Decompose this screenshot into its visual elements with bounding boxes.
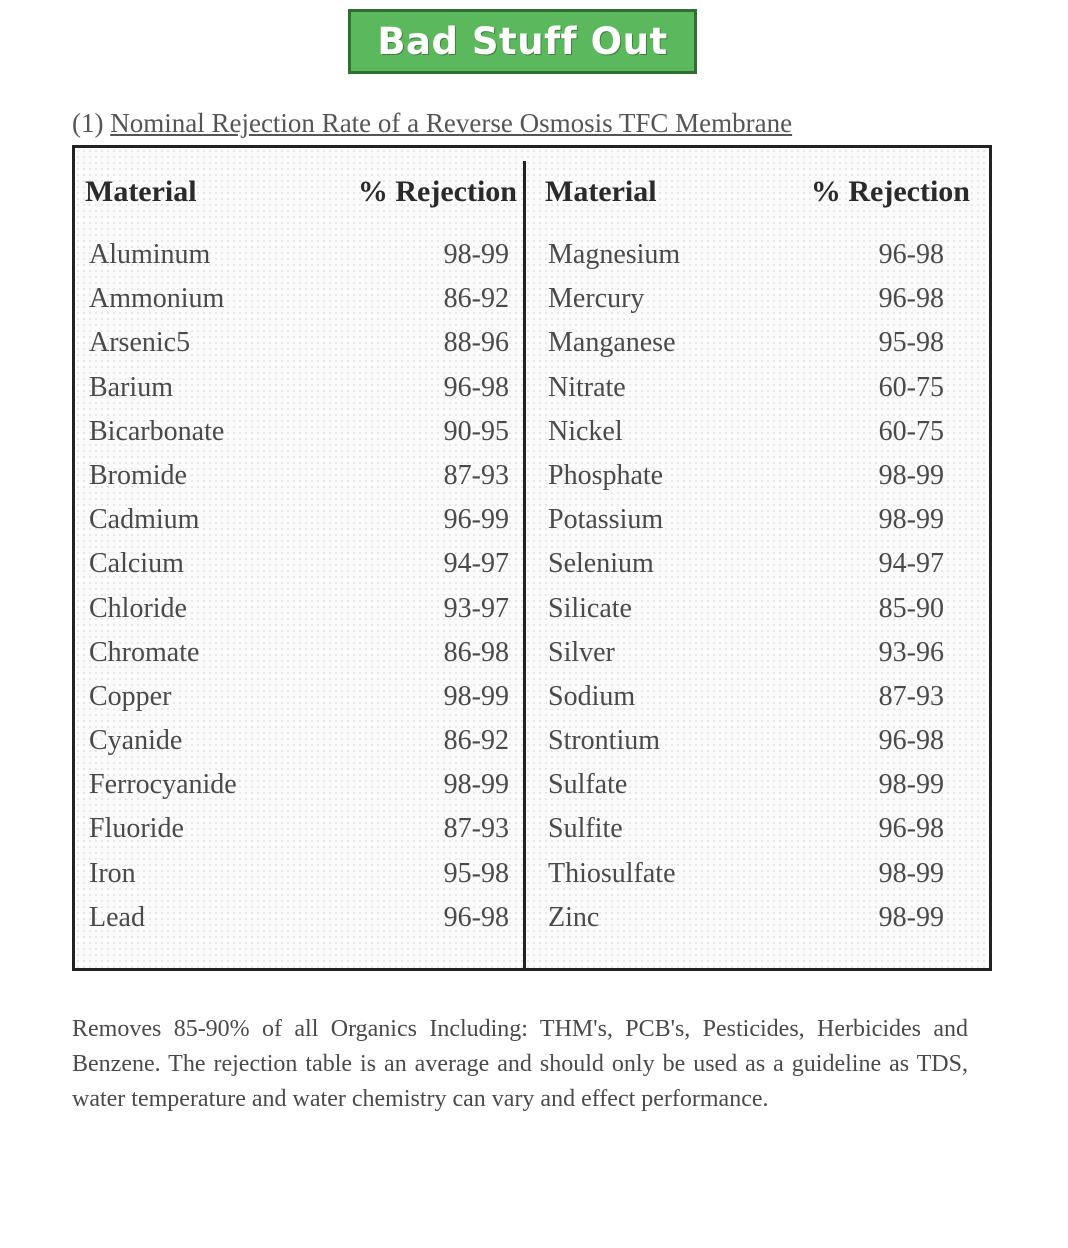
rejection-value: 93-96 (878, 636, 944, 668)
rejection-value: 87-93 (443, 813, 509, 845)
table-row (85, 239, 517, 283)
table-row (545, 239, 970, 283)
rejection-value: 60-75 (878, 371, 944, 403)
material-name: Aluminum (89, 239, 211, 270)
table-row (85, 858, 517, 902)
material-name: Nitrate (548, 371, 626, 403)
table-row (85, 725, 517, 769)
material-name: Phosphate (548, 459, 664, 491)
table-caption (72, 108, 972, 139)
material-name: Cadmium (89, 504, 200, 536)
rejection-value: 94-97 (878, 548, 944, 580)
material-name: Strontium (548, 725, 661, 757)
rejection-value: 98-99 (878, 769, 944, 801)
material-name: Selenium (548, 548, 654, 580)
material-name: Bromide (89, 459, 187, 491)
rejection-value: 98-99 (878, 459, 944, 491)
table-row (85, 813, 517, 857)
material-name: Calcium (89, 548, 184, 580)
rejection-value: 87-93 (443, 459, 509, 491)
rejection-value: 96-98 (443, 371, 509, 403)
header-material: Material (85, 175, 197, 208)
material-name: Silicate (548, 592, 632, 624)
title-banner (348, 9, 697, 74)
table-row (85, 504, 517, 548)
table-row (85, 593, 517, 637)
rejection-value: 86-92 (443, 283, 509, 315)
rejection-value: 98-99 (443, 680, 509, 712)
table-row (545, 637, 970, 681)
rejection-value: 96-98 (878, 239, 944, 270)
table-row (85, 372, 517, 416)
rejection-value: 96-98 (878, 283, 944, 315)
rejection-value: 95-98 (878, 327, 944, 359)
rejection-value: 86-92 (443, 725, 509, 757)
table-row (545, 283, 970, 327)
table-row (85, 681, 517, 725)
material-name: Ammonium (89, 283, 225, 315)
table-row (545, 416, 970, 460)
rejection-value: 88-96 (443, 327, 509, 359)
header-rejection: % Rejection (357, 175, 517, 208)
column-divider (523, 161, 526, 968)
material-name: Lead (89, 901, 145, 933)
table-row (85, 769, 517, 813)
rejection-value: 60-75 (878, 415, 944, 447)
rejection-value: 86-98 (443, 636, 509, 668)
table-row (545, 593, 970, 637)
material-name: Silver (548, 636, 615, 668)
material-name: Magnesium (548, 239, 681, 270)
material-name: Barium (89, 371, 173, 403)
table-header-right (545, 175, 970, 215)
table-row (545, 548, 970, 592)
table-row (545, 504, 970, 548)
table-row (545, 327, 970, 371)
table-row (545, 372, 970, 416)
rejection-value: 87-93 (878, 680, 944, 712)
material-name: Sulfite (548, 813, 623, 845)
material-name: Ferrocyanide (89, 769, 237, 801)
material-name: Copper (89, 680, 172, 712)
table-row (545, 902, 970, 946)
table-rows-right (545, 239, 970, 946)
material-name: Chromate (89, 636, 200, 668)
rejection-value: 96-98 (878, 725, 944, 757)
material-name: Chloride (89, 592, 187, 624)
caption-text: Nominal Rejection Rate of a Reverse Osmosis TFC Membrane (110, 108, 793, 138)
table-row (85, 548, 517, 592)
material-name: Bicarbonate (89, 415, 225, 447)
header-rejection: % Rejection (810, 175, 970, 208)
rejection-value: 93-97 (443, 592, 509, 624)
table-row (545, 813, 970, 857)
table-row (545, 769, 970, 813)
table-row (545, 460, 970, 504)
table-row (85, 327, 517, 371)
material-name: Potassium (548, 504, 664, 536)
rejection-value: 94-97 (443, 548, 509, 580)
rejection-value: 95-98 (443, 857, 509, 889)
material-name: Sulfate (548, 769, 628, 801)
rejection-value: 98-99 (878, 504, 944, 536)
material-name: Manganese (548, 327, 676, 359)
material-name: Fluoride (89, 813, 184, 845)
material-name: Zinc (548, 901, 600, 933)
rejection-value: 98-99 (443, 769, 509, 801)
table-row (85, 460, 517, 504)
banner-title: Bad Stuff Out (377, 20, 668, 63)
table-row (85, 902, 517, 946)
footnote-paragraph: Removes 85-90% of all Organics Including: THM's, PCB's, Pesticides, Herbicides and Benzene. The rejection table is an average and should only be used as a guideline as TDS, water temperature and water chemistry can vary and effect performance. (72, 1016, 968, 1112)
table-row (545, 681, 970, 725)
table-header-left (85, 175, 517, 215)
rejection-value: 96-98 (878, 813, 944, 845)
rejection-value: 85-90 (878, 592, 944, 624)
table-row (545, 725, 970, 769)
rejection-value: 98-99 (443, 239, 509, 270)
caption-prefix: (1) (72, 108, 111, 138)
material-name: Mercury (548, 283, 645, 315)
rejection-value: 90-95 (443, 415, 509, 447)
table-row (85, 416, 517, 460)
rejection-value: 96-98 (443, 901, 509, 933)
material-name: Thiosulfate (548, 857, 676, 889)
table-row (85, 637, 517, 681)
material-name: Iron (89, 857, 136, 889)
material-name: Nickel (548, 415, 623, 447)
table-row (545, 858, 970, 902)
material-name: Cyanide (89, 725, 183, 757)
rejection-value: 96-99 (443, 504, 509, 536)
material-name: Arsenic5 (89, 327, 191, 359)
rejection-table (72, 145, 992, 971)
header-material: Material (545, 175, 657, 208)
material-name: Sodium (548, 680, 636, 712)
rejection-value: 98-99 (878, 901, 944, 933)
table-row (85, 283, 517, 327)
table-rows-left (85, 239, 517, 946)
rejection-value: 98-99 (878, 857, 944, 889)
